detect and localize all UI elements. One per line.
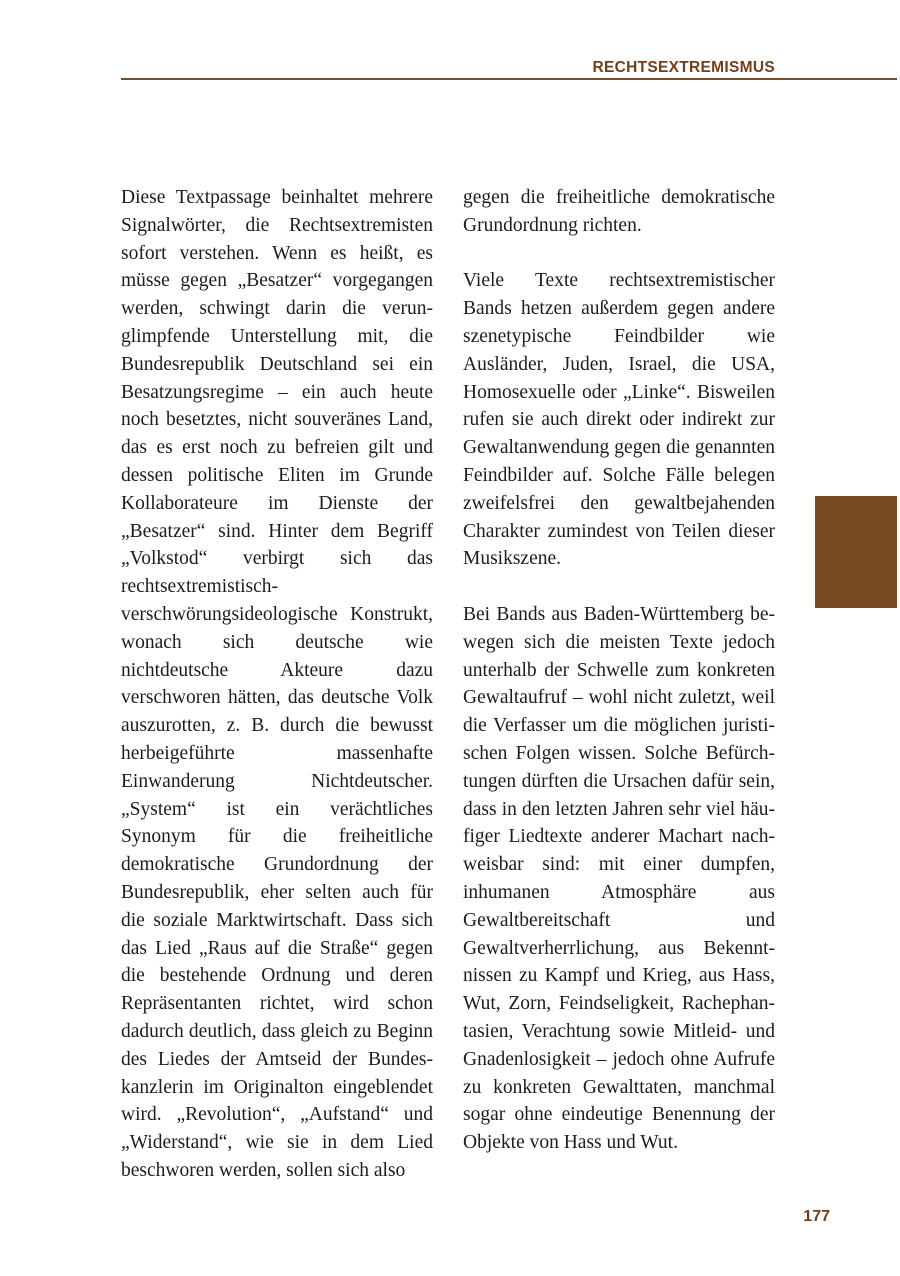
- paragraph: Viele Texte rechtsextremistischer Bands hetzen außerdem gegen andere szenetypische Feindbilder wie Ausländer, Juden, Israel, die USA, Homosexuelle oder „Linke“. Bisweilen rufen sie auch direkt oder indirekt zur Gewaltanwendung gegen die genannten Feindbilder auf. Solche Fälle belegen zweifelsfrei den gewaltbejahenden Charakter zumindest von Teilen dieser Musikszene.: [463, 270, 775, 570]
- left-text-column: [121, 184, 433, 1185]
- page-number: 177: [803, 1208, 830, 1225]
- right-text-column: [463, 184, 775, 1157]
- paragraph: Diese Textpassage beinhaltet mehrere Signalwörter, die Rechtsextremisten sofort verstehen. Wenn es heißt, es müsse gegen „Besatzer“ vorgegangen werden, schwingt darin die verunglimpfende Unterstellung mit, die Bundesrepublik Deutschland sei ein Besatzungsregime – ein auch heute noch besetztes, nicht souveränes Land, das es erst noch zu befreien gilt und dessen politische Eliten im Grunde Kollaborateure im Dienste der „Besatzer“ sind. Hinter dem Begriff „Volkstod“ verbirgt sich das rechtsextremistisch-verschwörungsideologische Konstrukt, wonach sich deutsche wie nichtdeutsche Akteure dazu verschworen hätten, das deutsche Volk auszurotten, z. B. durch die bewusst herbeigeführte massenhafte Einwanderung Nichtdeutscher. „System“ ist ein verächtliches Synonym für die freiheitliche demokratische Grundordnung der Bundesrepublik, eher selten auch für die soziale Marktwirtschaft. Dass sich das Lied „Raus auf die Straße“ gegen die bestehende Ordnung und deren Repräsentanten richtet, wird schon dadurch deutlich, dass gleich zu Beginn des Liedes der Amtseid der Bundeskanzlerin im Originalton eingeblendet wird. „Revolution“, „Aufstand“ und „Widerstand“, wie sie in dem Lied beschworen werden, sollen sich also: [121, 187, 433, 1181]
- chapter-thumb-tab: [815, 496, 897, 608]
- paragraph: Bei Bands aus Baden-Württemberg bewegen sich die meisten Texte jedoch unterhalb der Schwelle zum konkreten Gewaltaufruf – wohl nicht zuletzt, weil die Verfasser um die möglichen juristischen Folgen wissen. Solche Befürchtungen dürften die Ursachen dafür sein, dass in den letzten Jahren sehr viel häufiger Liedtexte anderer Machart nachweisbar sind: mit einer dumpfen, inhumanen Atmosphäre aus Gewaltbereitschaft und Gewaltverherrlichung, aus Bekenntnissen zu Kampf und Krieg, aus Hass, Wut, Zorn, Feindseligkeit, Rachephantasien, Verachtung sowie Mitleid- und Gnadenlosigkeit – jedoch ohne Aufrufe zu konkreten Gewalttaten, manchmal sogar ohne eindeutige Benennung der Objekte von Hass und Wut.: [463, 603, 775, 1154]
- header-rule: [121, 78, 897, 80]
- paragraph: gegen die freiheitliche demokratische Grundordnung richten.: [463, 187, 775, 236]
- running-head-section-title: RECHTSEXTREMISMUS: [592, 59, 775, 76]
